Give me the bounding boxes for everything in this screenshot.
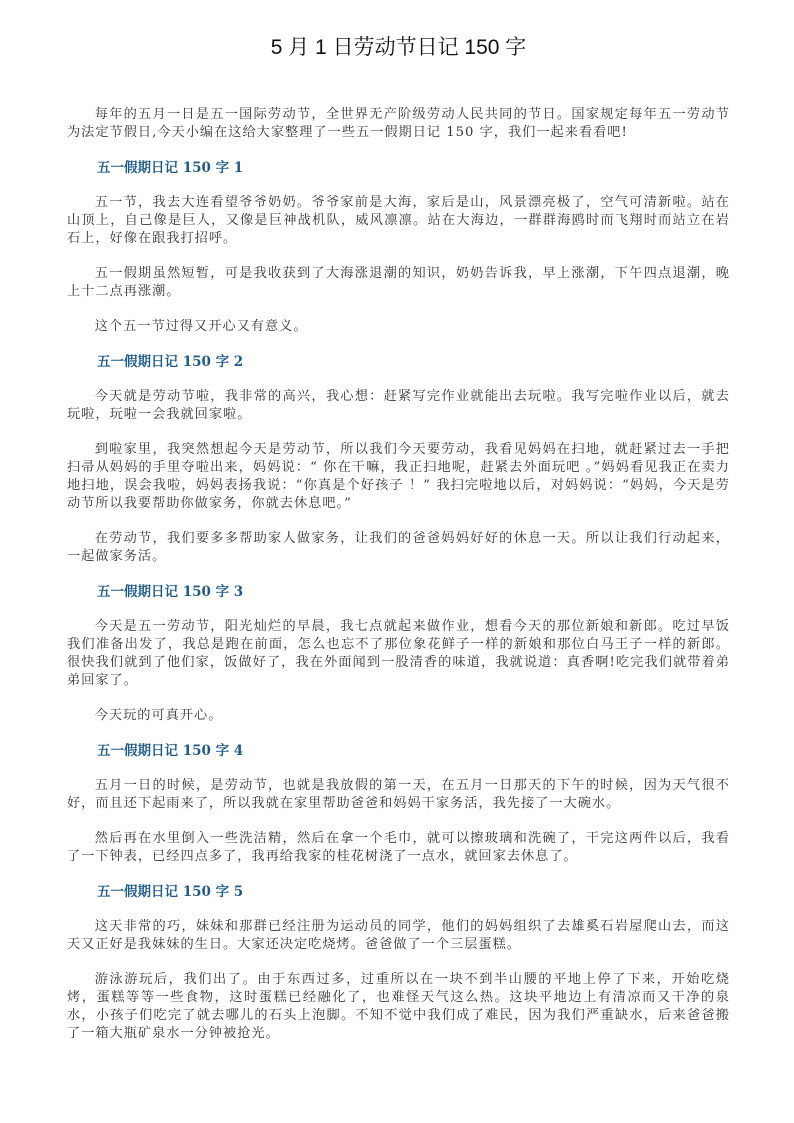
section-paragraph: 这个五一节过得又开心又有意义。 xyxy=(94,319,308,334)
section-paragraph: 今天是五一劳动节，阳光灿烂的早晨，我七点就起来做作业，想看今天的那位新娘和新郎。吃过早饭我们准备出发了，我总是跑在前面，怎么也忘不了那位象花鲜子一样的新娘和那位白马王子一样的新郎。很快我们就到了他们家，饭做好了，我在外面闻到一股清香的味道，我就说道：真香啊!吃完我们就带着弟弟回家了。 xyxy=(67,619,730,688)
section-paragraph: 游泳游玩后，我们出了。由于东西过多，过重所以在一块不到半山腰的平地上停了下来，开始吃烧烤，蛋糕等等一些食物，这时蛋糕已经融化了，也难怪天气这么热。这块平地边上有清凉而又干净的泉水，小孩子们吃完了就去哪儿的石头上泡脚。不知不觉中我们成了难民，因为我们严重缺水，后来爸爸搬了一箱大瓶矿泉水一分钟被抢光。 xyxy=(67,972,730,1041)
section-heading: 五一假期日记 150 字 3 xyxy=(97,584,244,600)
intro-paragraph: 每年的五月一日是五一国际劳动节，全世界无产阶级劳动人民共同的节日。国家规定每年五一劳动节为法定节假日,今天小编在这给大家整理了一些五一假期日记 150 字，我们一起来看看吧! xyxy=(67,107,730,140)
section-heading: 五一假期日记 150 字 2 xyxy=(97,354,244,370)
section-paragraph: 五月一日的时候，是劳动节，也就是我放假的第一天，在五月一日那天的下午的时候，因为天气很不好，而且还下起雨来了，所以我就在家里帮助爸爸和妈妈干家务活，我先接了一大碗水。 xyxy=(67,778,730,811)
section-paragraph: 五一假期虽然短暂，可是我收获到了大海涨退潮的知识，奶奶告诉我，早上涨潮，下午四点退潮，晚上十二点再涨潮。 xyxy=(67,266,730,299)
section-heading: 五一假期日记 150 字 1 xyxy=(97,160,244,176)
section-heading: 五一假期日记 150 字 4 xyxy=(97,743,244,759)
section-paragraph: 在劳动节，我们要多多帮助家人做家务，让我们的爸爸妈妈好好的休息一天。所以让我们行动起来，一起做家务活。 xyxy=(67,531,730,564)
diary-sections xyxy=(67,159,730,1043)
section-paragraph: 然后再在水里倒入一些洗洁精，然后在拿一个毛巾，就可以擦玻璃和洗碗了，干完这两件以后，我看了一下钟表，已经四点多了，我再给我家的桂花树浇了一点水，就回家去休息了。 xyxy=(67,831,730,864)
section-paragraph: 这天非常的巧，妹妹和那群已经注册为运动员的同学，他们的妈妈组织了去雄奚石岩屋爬山去，而这天又正好是我妹妹的生日。大家还决定吃烧烤。爸爸做了一个三层蛋糕。 xyxy=(67,919,730,952)
document-title: 5 月 1 日劳动节日记 150 字 xyxy=(270,36,527,59)
section-paragraph: 到啦家里，我突然想起今天是劳动节，所以我们今天要劳动，我看见妈妈在扫地，就赶紧过去一手把扫帚从妈妈的手里夺啦出来，妈妈说：“ 你在干嘛，我正扫地呢，赶紧去外面玩吧 。”妈妈看见我正在卖力地扫地，误会我啦，妈妈表扬我说：“你真是个好孩子 ！” 我扫完啦地以后，对妈妈说：“妈妈，今天是劳动节所以我要帮助你做家务，你就去休息吧。” xyxy=(67,442,730,511)
section-paragraph: 五一节，我去大连看望爷爷奶奶。爷爷家前是大海，家后是山，风景漂亮极了，空气可清新啦。站在山顶上，自己像是巨人，又像是巨神战机队，威风凛凛。站在大海边，一群群海鸥时而飞翔时而站立在岩石上，好像在跟我打招呼。 xyxy=(67,195,730,246)
section-paragraph: 今天就是劳动节啦，我非常的高兴，我心想：赶紧写完作业就能出去玩啦。我写完啦作业以后，就去玩啦，玩啦一会我就回家啦。 xyxy=(67,389,730,422)
section-paragraph: 今天玩的可真开心。 xyxy=(94,708,223,723)
section-heading: 五一假期日记 150 字 5 xyxy=(97,884,244,900)
